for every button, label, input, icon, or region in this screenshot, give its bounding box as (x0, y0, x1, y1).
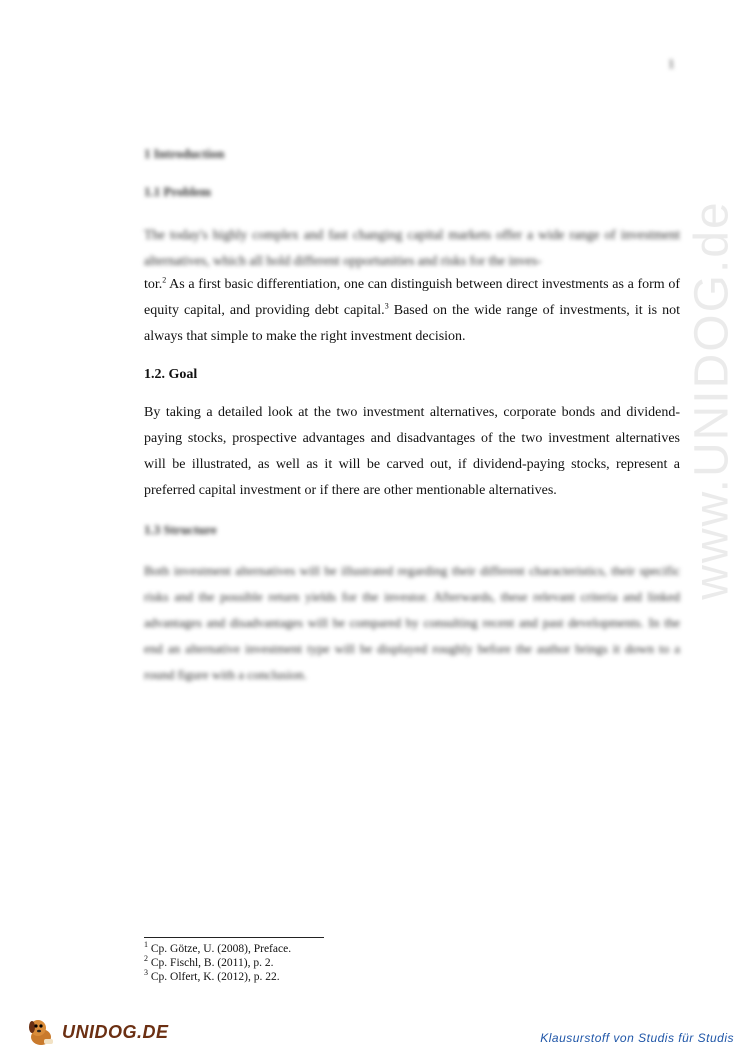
problem-paragraph (144, 272, 680, 350)
watermark: www.UNIDOG.de (685, 200, 739, 600)
goal-paragraph: By taking a detailed look at the two investment alternatives, corporate bonds and dividend-paying stocks, prospective advantages and disadvantages of the two investment alternatives will be illustrated, as well as it will be carved out, if dividend-paying stocks, represent a preferred capital investment or if there are other mentionable alternatives. (144, 405, 680, 498)
tagline: Klausurstoff von Studis für Studis (540, 1031, 734, 1045)
structure-blurred-paragraph: Both investment alternatives will be illustrated regarding their different characteristics, their specific risks and the possible return yields for the investor. Afterwards, these relevant criteria and linked advantages and disadvantages will be compared by consulting recent and past developments. In the end an alternative investment type will be displayed roughly before the author brings it down to a round figure with a conclusion. (144, 563, 680, 682)
section-1-1-heading: 1.1 Problem (144, 184, 211, 199)
footnote-ref-3: 3 (384, 301, 389, 311)
footnote-1: $^1$ Cp. Götze, U. (2008), Preface. (144, 940, 292, 955)
section-1-heading: 1 Introduction (144, 146, 225, 161)
footnote-3: $^3$ Cp. Olfert, K. (2012), p. 22. (144, 968, 280, 983)
footnotes (144, 942, 291, 984)
problem-text-part1: tor. (144, 277, 163, 292)
problem-text-part3: Based on the wide range of investments, it is not always that simple to make the right investment decision. (144, 303, 680, 344)
footnote-divider (144, 937, 324, 938)
problem-blurred-paragraph: The today's highly complex and fast changing capital markets offer a wide range of investment alternatives, which all hold different opportunities and risks for the inves- (144, 227, 680, 268)
unidog-logo[interactable] (24, 1014, 169, 1050)
dog-mascot-icon (24, 1015, 58, 1049)
page-number: 1 (668, 56, 675, 71)
section-1-3-heading: 1.3 Structure (144, 522, 217, 537)
goal-heading: 1.2. Goal (144, 367, 198, 382)
footnote-ref-2: 2 (162, 275, 167, 285)
problem-text-part2: As a first basic differentiation, one can distinguish between direct investments as a form of equity capital, and providing debt capital. (144, 277, 680, 318)
footnote-2: $^2$ Cp. Fischl, B. (2011), p. 2. (144, 954, 274, 969)
logo-text: UNIDOG.DE (62, 1021, 169, 1042)
